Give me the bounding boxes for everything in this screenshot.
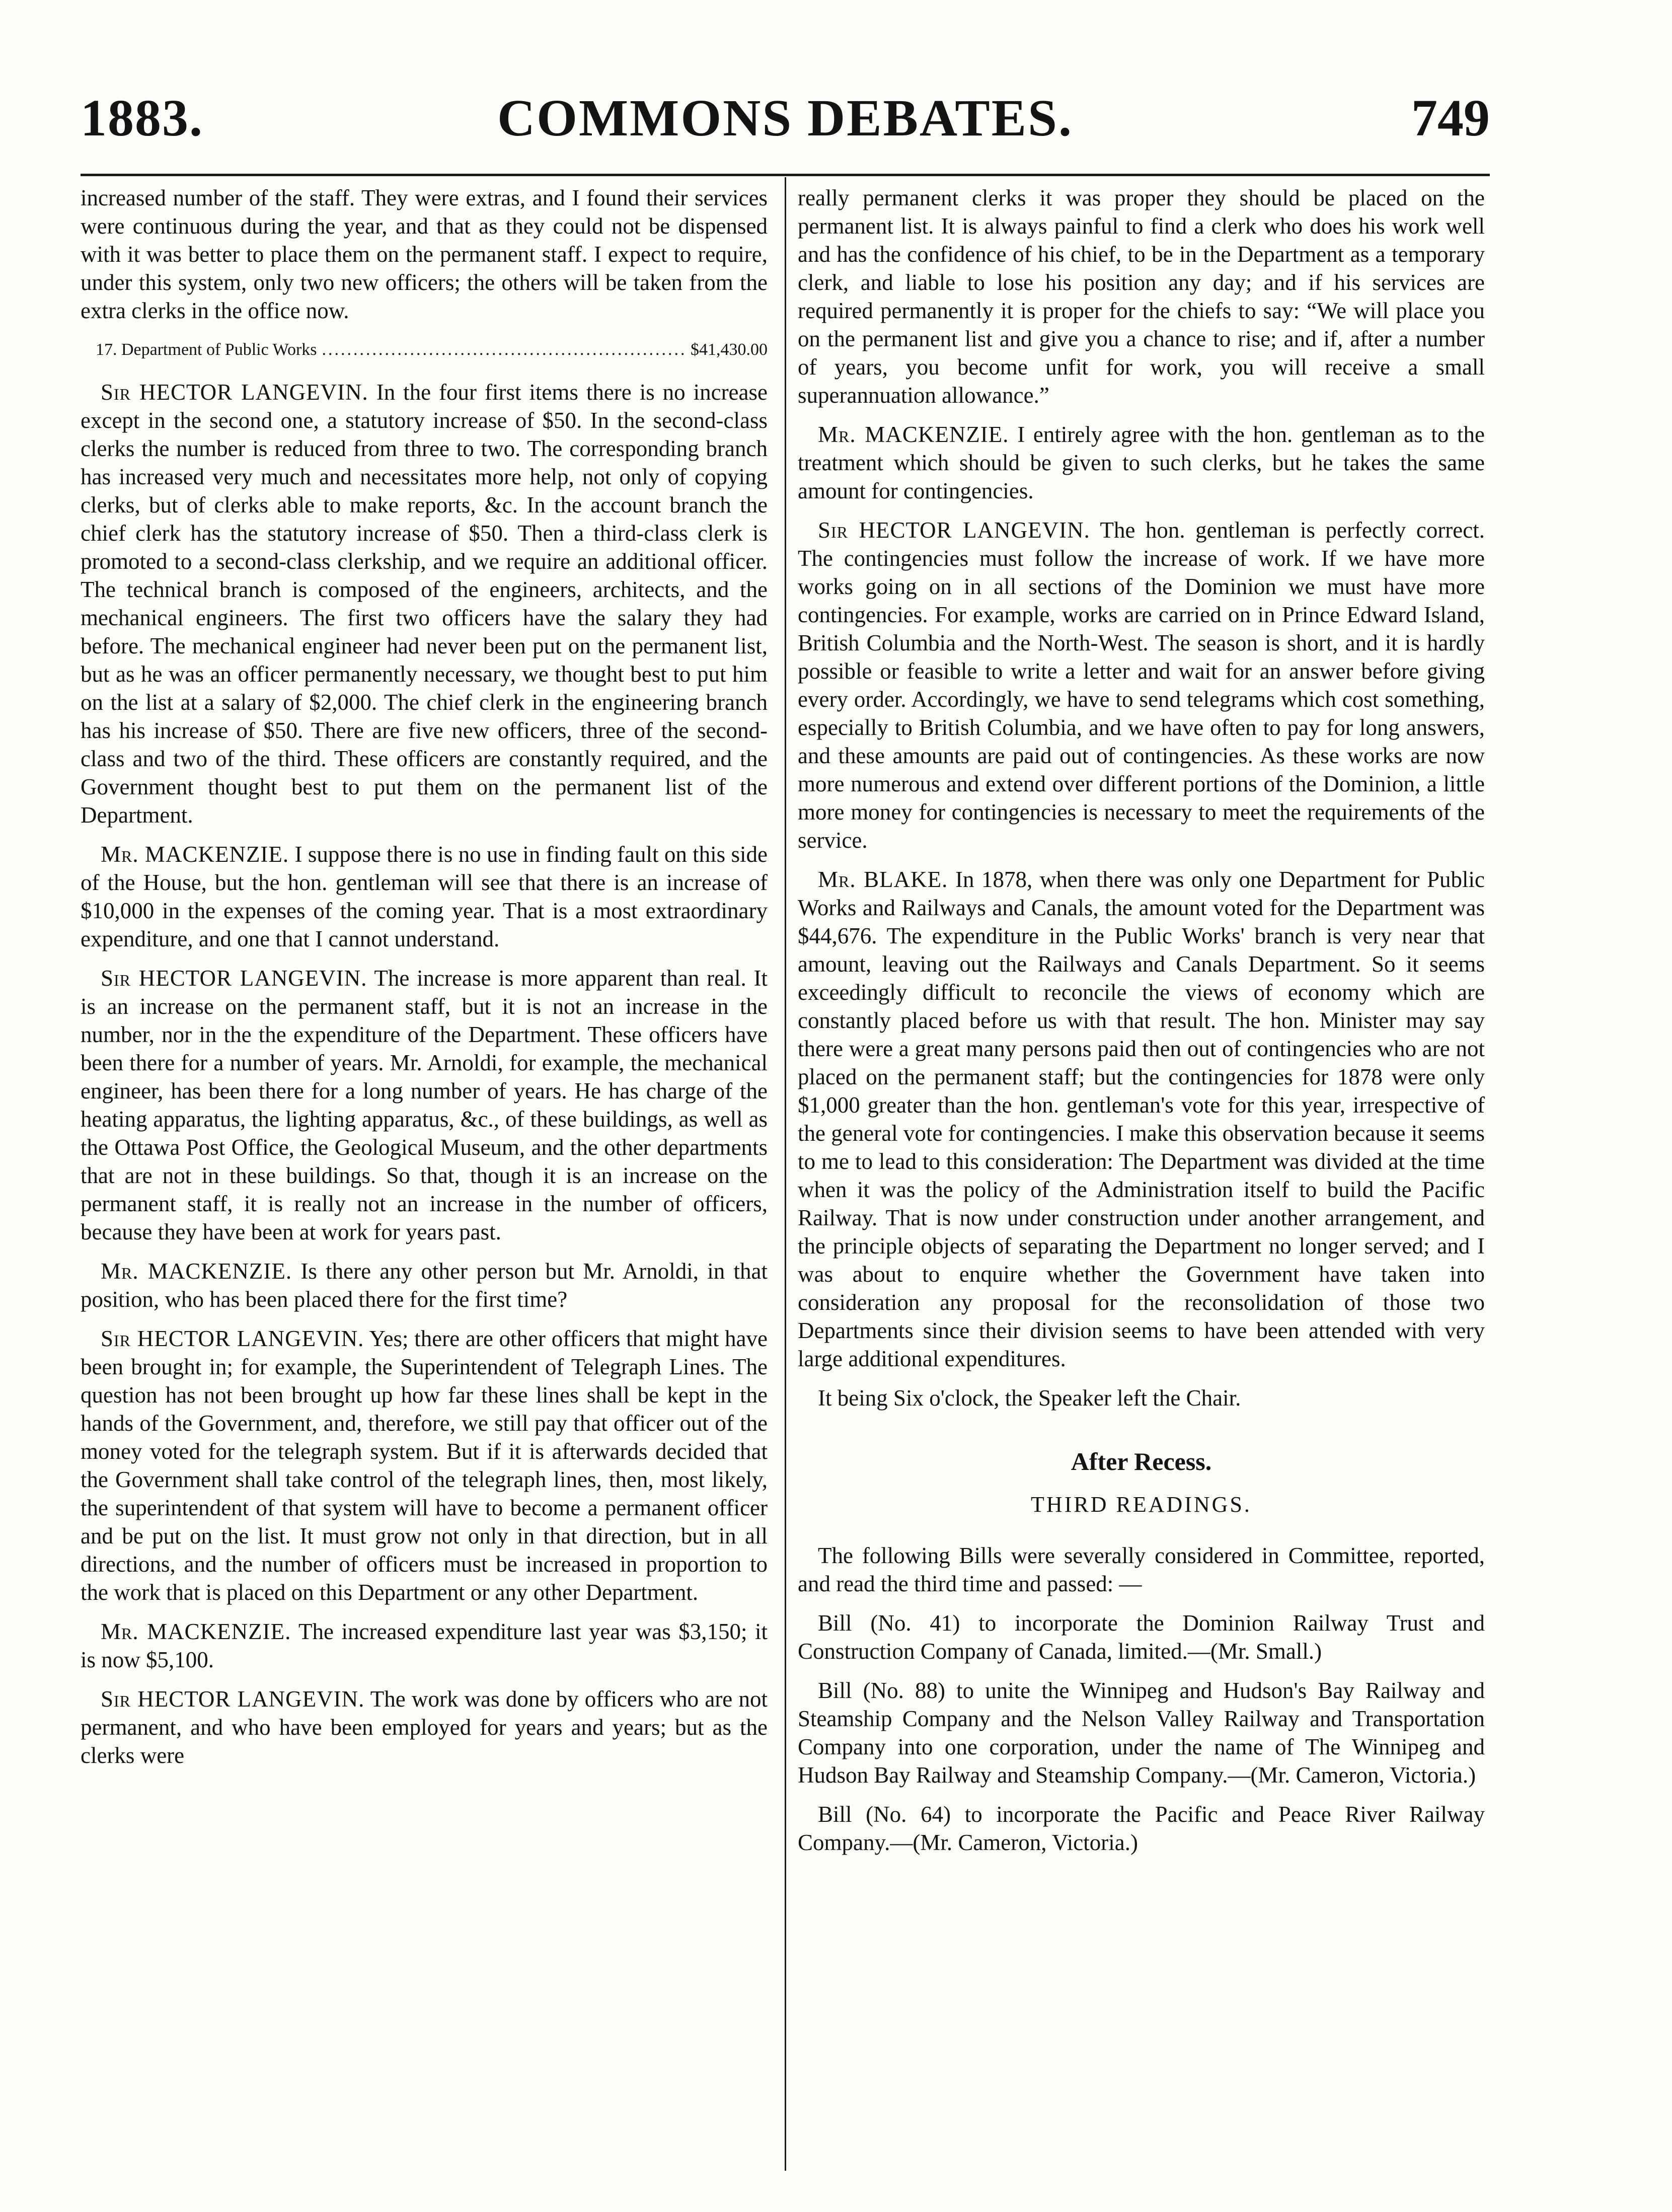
speech-text: The work was done by officers who are not permanent, and who have been employed for years and years; but as the clerks were: [81, 1686, 768, 1768]
paragraph: really permanent clerks it was proper they should be placed on the permanent list. It is always painful to find a clerk who does his work well and has the confidence of his chief, to be in the Department as a temporary clerk, and liable to lose his position any day; and if his services are required permanently it is proper for the chiefs to say: “We will place you on the permanent list and give you a chance to rise; and if, after a number of years, you become unfit for work, you will receive a small superannuation allowance.”: [798, 185, 1485, 408]
speaker-name: Sir HECTOR LANGEVIN.: [101, 1686, 365, 1712]
speech-paragraph: [81, 964, 768, 1246]
speech-paragraph: [798, 420, 1485, 505]
speaker-name: Mr. MACKENZIE.: [818, 422, 1009, 447]
column-divider: [785, 177, 786, 2171]
left-column: [81, 184, 768, 1781]
speech-text: In the four first items there is no increase except in the second one, a statutory increase of $50. In the second-class clerks the number is reduced from three to two. The corresponding branch has increased very much and necessitates more help, not only of copying clerks, but of clerks able to make reports, &c. In the account branch the chief clerk has the statutory increase of $50. Then a third-class clerk is promoted to a second-class clerkship, and we require an additional officer. The technical branch is composed of the engineers, architects, and the mechanical engineers. The first two officers have the salary they had before. The mechanical engineer had never been put on the permanent list, but as he was an officer permanently necessary, we thought best to put him on the list at a salary of $2,000. The chief clerk in the engineering branch has his increase of $50. There are five new officers, three of the second-class and two of the third. These officers are constantly required, and the Government thought best to put them on the permanent list of the Department.: [81, 380, 768, 828]
speech-paragraph: [81, 1617, 768, 1674]
speech-paragraph: [81, 1257, 768, 1313]
section-heading-after-recess: After Recess.: [1071, 1447, 1212, 1476]
leader-dots: [322, 336, 686, 364]
speech-text: The hon. gentleman is perfectly correct. The contingencies must follow the increase of work. If we have more works going on in all sections of the Dominion we must have more contingencies. For example, works are carried on in Prince Edward Island, British Columbia and the North-West. The season is short, and it is hardly possible or feasible to write a letter and wait for an answer before giving every order. Accordingly, we have to send telegrams which cost something, especially to British Columbia, and we have often to pay for long answers, and these amounts are paid out of contingencies. As these works are now more numerous and extend over different portions of the Dominion, a little more money for contingencies is necessary to meet the requirements of the service.: [798, 518, 1485, 853]
header-year: 1883.: [81, 89, 203, 147]
estimate-item-label: 17. Department of Public Works: [96, 340, 317, 359]
speaker-name: Sir HECTOR LANGEVIN.: [818, 518, 1090, 543]
speaker-name: Sir HECTOR LANGEVIN.: [101, 380, 368, 405]
speech-text: Is there any other person but Mr. Arnoldi, in that position, who has been placed there for the first time?: [81, 1259, 768, 1312]
paragraph: The following Bills were severally considered in Committee, reported, and read the third time and passed: —: [798, 1543, 1485, 1596]
procedural-note: It being Six o'clock, the Speaker left the Chair.: [818, 1385, 1241, 1411]
header-title: COMMONS DEBATES.: [497, 89, 1073, 147]
speaker-name: Mr. BLAKE.: [818, 867, 948, 892]
speech-paragraph: [81, 378, 768, 829]
speech-text: The increase is more apparent than real. It is an increase on the permanent staff, but it is not an increase in the number, nor in the the expenditure of the Department. These officers have been there for a number of years. Mr. Arnoldi, for example, the mechanical engineer, has been there for a long number of years. He has charge of the heating apparatus, the lighting apparatus, &c., of these buildings, as well as the Ottawa Post Office, the Geological Museum, and the other departments that are not in these buildings. So that, though it is an increase on the permanent staff, it is really not an increase in the number of officers, because they have been at work for years past.: [81, 966, 768, 1244]
speech-text: I suppose there is no use in finding fault on this side of the House, but the hon. gentleman will see that there is an increase of $10,000 in the expenses of the coming year. That is a most extraordinary expenditure, and one that I cannot understand.: [81, 842, 768, 951]
speech-text: In 1878, when there was only one Department for Public Works and Railways and Canals, the amount voted for the Department was $44,676. The expenditure in the Public Works' branch is very near that amount, leaving out the Railways and Canals Department. So it seems exceedingly difficult to reconcile the views of economy which are constantly placed before us with that result. The hon. Minister may say there were a great many persons paid then out of contingencies who are not placed on the permanent staff; but the contingencies for 1878 were only $1,000 greater than the hon. gentleman's vote for this year, irrespective of the general vote for contingencies. I make this observation because it seems to me to lead to this consideration: The Department was divided at the time when it was the policy of the Administration itself to build the Pacific Railway. That is now under construction under another arrangement, and the principle objects of separating the Department no longer served; and I was about to enquire whether the Government have taken into consideration any proposal for the reconsolidation of those two Departments since their division seems to have been attended with very large additional expenditures.: [798, 867, 1485, 1371]
estimate-item: [81, 336, 768, 364]
estimate-item-amount: $41,430.00: [691, 340, 768, 359]
speech-paragraph: [81, 1324, 768, 1606]
speaker-name: Sir HECTOR LANGEVIN.: [101, 1326, 364, 1351]
speaker-name: Mr. MACKENZIE.: [101, 1619, 291, 1644]
section-heading-third-readings: THIRD READINGS.: [1031, 1492, 1252, 1517]
speech-text: I entirely agree with the hon. gentleman as to the treatment which should be given to such clerks, but he takes the same amount for contingencies.: [798, 422, 1485, 503]
speaker-name: Sir HECTOR LANGEVIN.: [101, 966, 367, 991]
bill-entry: Bill (No. 64) to incorporate the Pacific and Peace River Railway Company.—(Mr. Cameron, Victoria.): [798, 1802, 1485, 1855]
speech-paragraph: [81, 840, 768, 953]
speech-text: Yes; there are other officers that might have been brought in; for example, the Superintendent of Telegraph Lines. The question has not been brought up how far these lines shall be kept in the hands of the Government, and, therefore, we still pay that officer out of the money voted for the telegraph system. But if it is afterwards decided that the Government shall take control of the telegraph lines, then, most likely, the superintendent of that system will have to become a permanent officer and be put on the list. It must grow not only in that direction, but in all directions, and the number of officers must be increased in proportion to the work that is placed on this Department or any other Department.: [81, 1326, 768, 1605]
speaker-name: Mr. MACKENZIE.: [101, 842, 289, 867]
right-column: [798, 184, 1485, 1868]
speech-paragraph: [798, 516, 1485, 854]
bill-entry: Bill (No. 41) to incorporate the Dominion Railway Trust and Construction Company of Canada, limited.—(Mr. Small.): [798, 1610, 1485, 1664]
bill-entry: Bill (No. 88) to unite the Winnipeg and Hudson's Bay Railway and Steamship Company and the Nelson Valley Railway and Transportation Company into one corporation, under the name of The Winnipeg and Hudson Bay Railway and Steamship Company.—(Mr. Cameron, Victoria.): [798, 1678, 1485, 1788]
speech-paragraph: [798, 865, 1485, 1373]
speech-paragraph: [81, 1685, 768, 1769]
header-rule: [81, 174, 1490, 176]
page-header: [81, 88, 1490, 159]
speaker-name: Mr. MACKENZIE.: [101, 1259, 292, 1284]
speech-text: The increased expenditure last year was $3,150; it is now $5,100.: [81, 1619, 768, 1672]
paragraph: increased number of the staff. They were extras, and I found their services were continuous during the year, and that as they could not be dispensed with it was better to place them on the permanent staff. I expect to require, under this system, only two new officers; the others will be taken from the extra clerks in the office now.: [81, 185, 768, 323]
page-number: 749: [1411, 89, 1490, 147]
